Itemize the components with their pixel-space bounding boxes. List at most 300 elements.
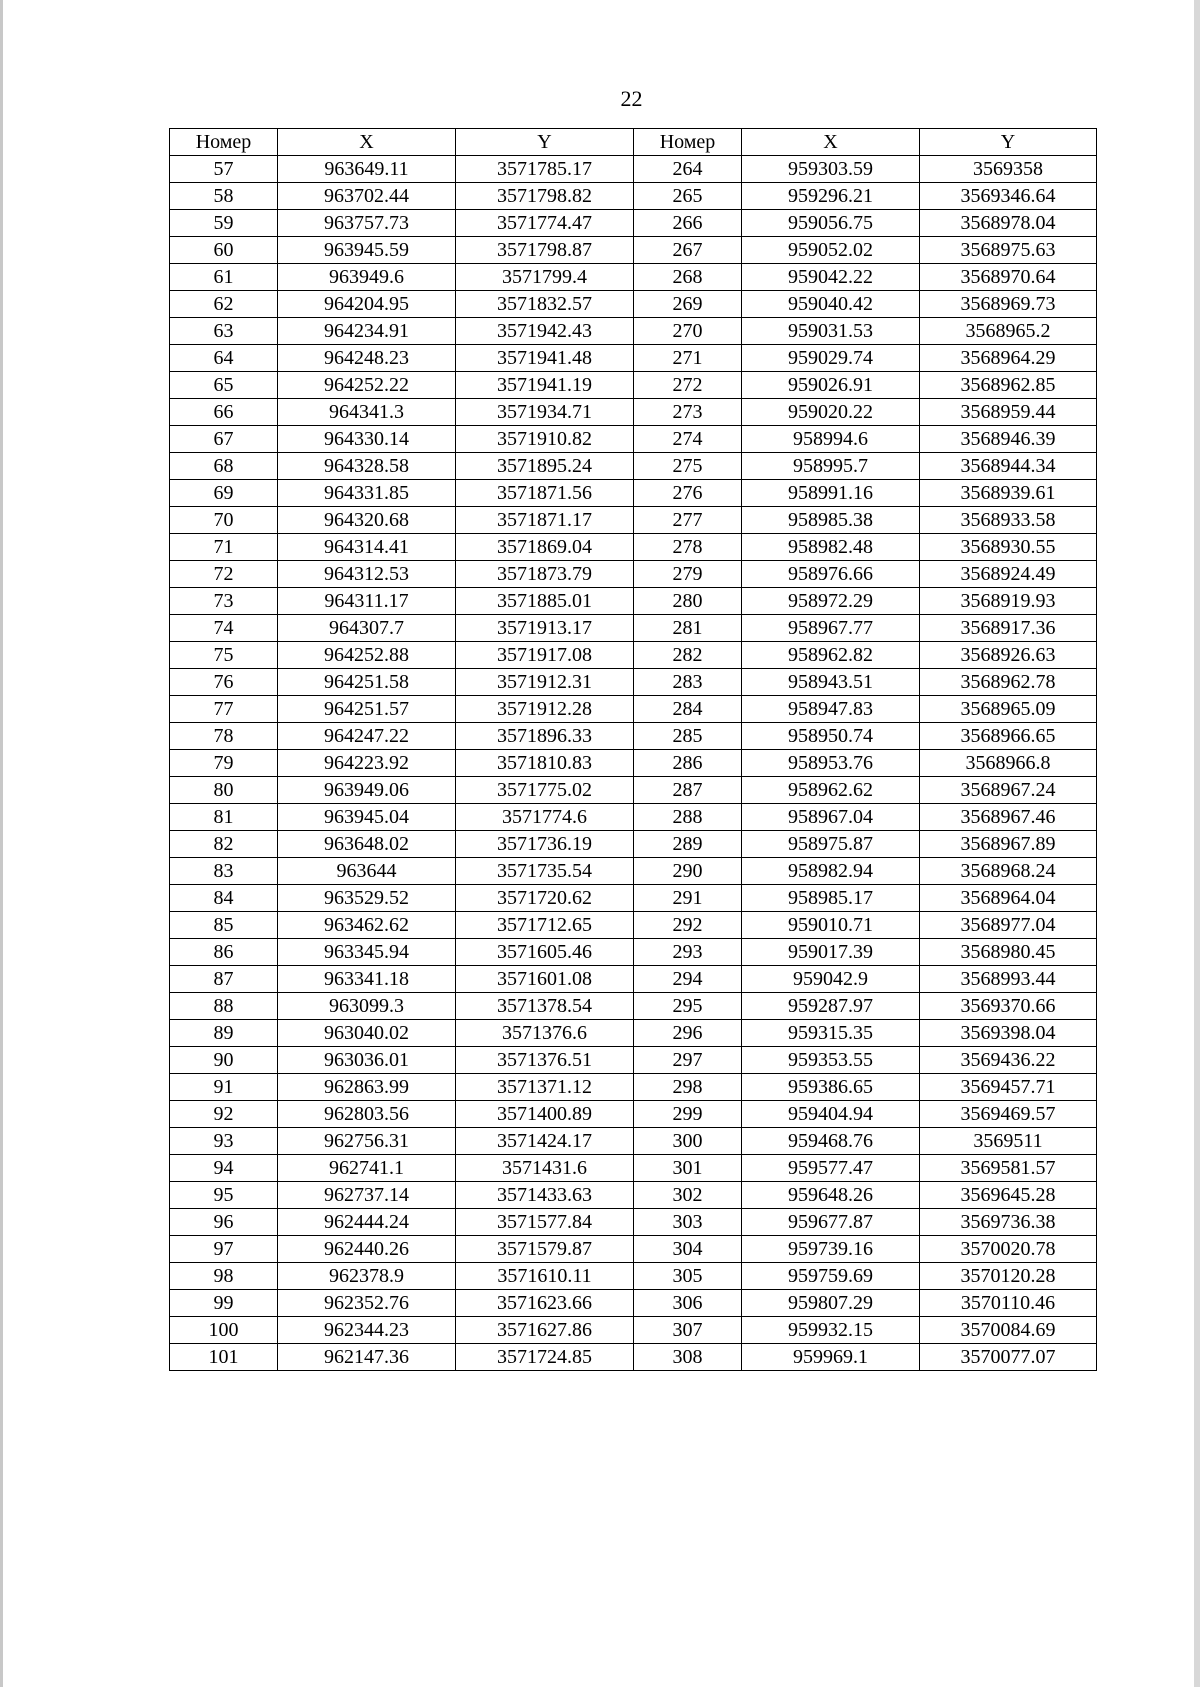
cell-number-right: 299 (634, 1101, 742, 1128)
cell-number-right: 308 (634, 1344, 742, 1371)
cell-number-left: 89 (170, 1020, 278, 1047)
cell-number-left: 98 (170, 1263, 278, 1290)
cell-number-right: 300 (634, 1128, 742, 1155)
table-row (170, 183, 1097, 210)
cell-x-right: 958947.83 (742, 696, 920, 723)
cell-number-right: 279 (634, 561, 742, 588)
cell-number-left: 69 (170, 480, 278, 507)
cell-x-right: 959315.35 (742, 1020, 920, 1047)
cell-x-right: 958985.38 (742, 507, 920, 534)
cell-number-right: 274 (634, 426, 742, 453)
cell-number-left: 57 (170, 156, 278, 183)
cell-number-left: 68 (170, 453, 278, 480)
cell-number-left: 79 (170, 750, 278, 777)
cell-x-right: 959042.22 (742, 264, 920, 291)
cell-x-left: 963341.18 (278, 966, 456, 993)
cell-number-right: 282 (634, 642, 742, 669)
cell-y-left: 3571871.17 (456, 507, 634, 534)
cell-y-left: 3571871.56 (456, 480, 634, 507)
cell-x-left: 964234.91 (278, 318, 456, 345)
cell-x-right: 959386.65 (742, 1074, 920, 1101)
cell-x-left: 962378.9 (278, 1263, 456, 1290)
table-row (170, 318, 1097, 345)
cell-number-right: 292 (634, 912, 742, 939)
cell-number-right: 288 (634, 804, 742, 831)
cell-x-left: 963949.6 (278, 264, 456, 291)
cell-y-left: 3571371.12 (456, 1074, 634, 1101)
cell-x-right: 959287.97 (742, 993, 920, 1020)
cell-y-right: 3568933.58 (920, 507, 1097, 534)
cell-x-right: 959353.55 (742, 1047, 920, 1074)
cell-number-right: 268 (634, 264, 742, 291)
cell-x-left: 963462.62 (278, 912, 456, 939)
table-row (170, 1155, 1097, 1182)
header-number-right: Номер (634, 129, 742, 156)
cell-x-right: 959677.87 (742, 1209, 920, 1236)
cell-number-right: 307 (634, 1317, 742, 1344)
cell-y-left: 3571735.54 (456, 858, 634, 885)
cell-x-left: 964331.85 (278, 480, 456, 507)
cell-y-right: 3569358 (920, 156, 1097, 183)
cell-y-left: 3571376.6 (456, 1020, 634, 1047)
cell-number-left: 88 (170, 993, 278, 1020)
cell-x-right: 958976.66 (742, 561, 920, 588)
table-row (170, 642, 1097, 669)
cell-number-left: 60 (170, 237, 278, 264)
cell-number-left: 58 (170, 183, 278, 210)
table-row (170, 912, 1097, 939)
table-row (170, 1128, 1097, 1155)
table-row (170, 507, 1097, 534)
cell-y-right: 3568964.29 (920, 345, 1097, 372)
cell-y-left: 3571942.43 (456, 318, 634, 345)
cell-y-right: 3568962.78 (920, 669, 1097, 696)
cell-number-left: 83 (170, 858, 278, 885)
cell-y-left: 3571774.47 (456, 210, 634, 237)
cell-y-left: 3571917.08 (456, 642, 634, 669)
cell-number-right: 298 (634, 1074, 742, 1101)
cell-x-left: 963702.44 (278, 183, 456, 210)
cell-number-left: 99 (170, 1290, 278, 1317)
cell-y-right: 3569736.38 (920, 1209, 1097, 1236)
cell-x-left: 963949.06 (278, 777, 456, 804)
cell-y-left: 3571720.62 (456, 885, 634, 912)
cell-y-left: 3571579.87 (456, 1236, 634, 1263)
cell-y-right: 3568966.8 (920, 750, 1097, 777)
cell-y-left: 3571400.89 (456, 1101, 634, 1128)
table-row (170, 804, 1097, 831)
cell-y-right: 3568966.65 (920, 723, 1097, 750)
cell-number-left: 81 (170, 804, 278, 831)
cell-number-left: 73 (170, 588, 278, 615)
cell-y-left: 3571623.66 (456, 1290, 634, 1317)
table-row (170, 453, 1097, 480)
cell-y-left: 3571912.28 (456, 696, 634, 723)
cell-y-right: 3570084.69 (920, 1317, 1097, 1344)
cell-number-right: 273 (634, 399, 742, 426)
table-row (170, 750, 1097, 777)
table-row (170, 885, 1097, 912)
cell-y-left: 3571433.63 (456, 1182, 634, 1209)
table-row (170, 534, 1097, 561)
cell-number-right: 280 (634, 588, 742, 615)
table-row (170, 939, 1097, 966)
cell-number-right: 287 (634, 777, 742, 804)
table-row (170, 993, 1097, 1020)
cell-x-right: 958972.29 (742, 588, 920, 615)
cell-x-left: 963644 (278, 858, 456, 885)
cell-number-left: 76 (170, 669, 278, 696)
cell-number-right: 265 (634, 183, 742, 210)
cell-number-right: 286 (634, 750, 742, 777)
cell-x-right: 959017.39 (742, 939, 920, 966)
cell-number-left: 80 (170, 777, 278, 804)
cell-number-right: 289 (634, 831, 742, 858)
cell-y-right: 3569511 (920, 1128, 1097, 1155)
cell-number-right: 295 (634, 993, 742, 1020)
cell-y-right: 3569457.71 (920, 1074, 1097, 1101)
cell-x-right: 958950.74 (742, 723, 920, 750)
cell-x-right: 958982.94 (742, 858, 920, 885)
cell-number-left: 86 (170, 939, 278, 966)
cell-number-left: 87 (170, 966, 278, 993)
scan-edge-left (0, 0, 3, 1687)
cell-number-right: 283 (634, 669, 742, 696)
cell-x-left: 962741.1 (278, 1155, 456, 1182)
table-row (170, 831, 1097, 858)
cell-x-right: 959577.47 (742, 1155, 920, 1182)
table-row (170, 1236, 1097, 1263)
table-row (170, 777, 1097, 804)
cell-number-left: 78 (170, 723, 278, 750)
cell-x-right: 959029.74 (742, 345, 920, 372)
coordinates-table (169, 128, 1097, 1371)
cell-number-right: 276 (634, 480, 742, 507)
page-number: 22 (620, 86, 643, 111)
cell-y-right: 3568967.46 (920, 804, 1097, 831)
cell-number-right: 301 (634, 1155, 742, 1182)
cell-number-left: 90 (170, 1047, 278, 1074)
cell-number-right: 271 (634, 345, 742, 372)
table-row (170, 264, 1097, 291)
cell-x-right: 959031.53 (742, 318, 920, 345)
cell-y-right: 3568969.73 (920, 291, 1097, 318)
cell-y-left: 3571895.24 (456, 453, 634, 480)
cell-y-left: 3571799.4 (456, 264, 634, 291)
cell-number-right: 272 (634, 372, 742, 399)
cell-y-left: 3571913.17 (456, 615, 634, 642)
cell-y-left: 3571376.51 (456, 1047, 634, 1074)
table-row (170, 480, 1097, 507)
table-row (170, 561, 1097, 588)
cell-y-right: 3569645.28 (920, 1182, 1097, 1209)
header-number-left: Номер (170, 129, 278, 156)
cell-x-left: 964341.3 (278, 399, 456, 426)
cell-y-right: 3569581.57 (920, 1155, 1097, 1182)
cell-x-left: 962444.24 (278, 1209, 456, 1236)
cell-x-left: 964252.88 (278, 642, 456, 669)
table-row (170, 1290, 1097, 1317)
cell-number-left: 72 (170, 561, 278, 588)
table-row (170, 399, 1097, 426)
table-header (170, 129, 1097, 156)
table-row (170, 966, 1097, 993)
cell-x-left: 963099.3 (278, 993, 456, 1020)
cell-y-right: 3568946.39 (920, 426, 1097, 453)
cell-x-right: 959759.69 (742, 1263, 920, 1290)
cell-x-right: 959296.21 (742, 183, 920, 210)
cell-x-left: 962803.56 (278, 1101, 456, 1128)
cell-x-right: 958967.77 (742, 615, 920, 642)
cell-x-left: 964314.41 (278, 534, 456, 561)
cell-y-right: 3568965.09 (920, 696, 1097, 723)
cell-y-left: 3571798.82 (456, 183, 634, 210)
cell-number-left: 66 (170, 399, 278, 426)
cell-y-right: 3569469.57 (920, 1101, 1097, 1128)
cell-number-left: 74 (170, 615, 278, 642)
cell-number-right: 266 (634, 210, 742, 237)
cell-x-left: 962440.26 (278, 1236, 456, 1263)
cell-x-left: 964252.22 (278, 372, 456, 399)
cell-x-left: 963945.04 (278, 804, 456, 831)
cell-x-left: 964312.53 (278, 561, 456, 588)
cell-y-right: 3569346.64 (920, 183, 1097, 210)
cell-y-right: 3568964.04 (920, 885, 1097, 912)
cell-y-right: 3568968.24 (920, 858, 1097, 885)
cell-y-left: 3571869.04 (456, 534, 634, 561)
cell-number-right: 267 (634, 237, 742, 264)
table-row (170, 1317, 1097, 1344)
cell-x-right: 959020.22 (742, 399, 920, 426)
table-row (170, 1182, 1097, 1209)
cell-y-right: 3568970.64 (920, 264, 1097, 291)
cell-number-right: 294 (634, 966, 742, 993)
cell-y-left: 3571431.6 (456, 1155, 634, 1182)
table-row (170, 1047, 1097, 1074)
cell-number-right: 302 (634, 1182, 742, 1209)
cell-number-left: 100 (170, 1317, 278, 1344)
cell-number-right: 277 (634, 507, 742, 534)
cell-x-left: 963345.94 (278, 939, 456, 966)
cell-x-left: 962344.23 (278, 1317, 456, 1344)
cell-y-left: 3571712.65 (456, 912, 634, 939)
cell-x-left: 964311.17 (278, 588, 456, 615)
cell-x-right: 959404.94 (742, 1101, 920, 1128)
table-row (170, 615, 1097, 642)
table-row (170, 1101, 1097, 1128)
cell-number-right: 264 (634, 156, 742, 183)
cell-y-left: 3571896.33 (456, 723, 634, 750)
cell-number-left: 65 (170, 372, 278, 399)
cell-x-right: 959648.26 (742, 1182, 920, 1209)
cell-number-left: 82 (170, 831, 278, 858)
cell-number-right: 281 (634, 615, 742, 642)
cell-x-right: 958994.6 (742, 426, 920, 453)
cell-y-right: 3568939.61 (920, 480, 1097, 507)
table-row (170, 1074, 1097, 1101)
cell-y-left: 3571577.84 (456, 1209, 634, 1236)
table-body (170, 156, 1097, 1371)
table-row (170, 858, 1097, 885)
cell-number-right: 269 (634, 291, 742, 318)
cell-number-right: 285 (634, 723, 742, 750)
table-row (170, 426, 1097, 453)
cell-x-left: 964247.22 (278, 723, 456, 750)
cell-y-right: 3569398.04 (920, 1020, 1097, 1047)
table-row (170, 1344, 1097, 1371)
cell-y-left: 3571885.01 (456, 588, 634, 615)
cell-number-left: 71 (170, 534, 278, 561)
cell-x-right: 958985.17 (742, 885, 920, 912)
cell-x-right: 959056.75 (742, 210, 920, 237)
cell-x-left: 964251.57 (278, 696, 456, 723)
header-x-right: X (742, 129, 920, 156)
cell-y-left: 3571785.17 (456, 156, 634, 183)
cell-y-right: 3568980.45 (920, 939, 1097, 966)
cell-y-right: 3568975.63 (920, 237, 1097, 264)
cell-number-left: 75 (170, 642, 278, 669)
cell-y-right: 3568919.93 (920, 588, 1097, 615)
cell-y-right: 3570077.07 (920, 1344, 1097, 1371)
cell-number-right: 293 (634, 939, 742, 966)
cell-x-right: 958975.87 (742, 831, 920, 858)
cell-x-left: 964307.7 (278, 615, 456, 642)
table-row (170, 156, 1097, 183)
cell-x-left: 963945.59 (278, 237, 456, 264)
table-row (170, 210, 1097, 237)
cell-number-left: 63 (170, 318, 278, 345)
cell-y-left: 3571736.19 (456, 831, 634, 858)
cell-x-right: 959303.59 (742, 156, 920, 183)
cell-number-right: 297 (634, 1047, 742, 1074)
table-row (170, 1020, 1097, 1047)
cell-x-right: 958967.04 (742, 804, 920, 831)
cell-number-left: 77 (170, 696, 278, 723)
cell-y-left: 3571873.79 (456, 561, 634, 588)
cell-y-left: 3571610.11 (456, 1263, 634, 1290)
cell-x-right: 958943.51 (742, 669, 920, 696)
cell-y-left: 3571724.85 (456, 1344, 634, 1371)
cell-y-left: 3571810.83 (456, 750, 634, 777)
cell-x-left: 964223.92 (278, 750, 456, 777)
cell-x-left: 962863.99 (278, 1074, 456, 1101)
cell-y-right: 3568944.34 (920, 453, 1097, 480)
cell-y-right: 3568926.63 (920, 642, 1097, 669)
cell-x-right: 959010.71 (742, 912, 920, 939)
scan-edge-right (1194, 0, 1200, 1687)
cell-x-left: 963040.02 (278, 1020, 456, 1047)
cell-x-right: 959026.91 (742, 372, 920, 399)
cell-y-right: 3568924.49 (920, 561, 1097, 588)
table-row (170, 696, 1097, 723)
cell-x-right: 959052.02 (742, 237, 920, 264)
cell-y-right: 3568977.04 (920, 912, 1097, 939)
cell-y-right: 3570020.78 (920, 1236, 1097, 1263)
cell-number-left: 97 (170, 1236, 278, 1263)
cell-number-left: 59 (170, 210, 278, 237)
cell-y-right: 3568962.85 (920, 372, 1097, 399)
cell-x-right: 959468.76 (742, 1128, 920, 1155)
cell-x-right: 959739.16 (742, 1236, 920, 1263)
cell-number-left: 61 (170, 264, 278, 291)
cell-number-left: 93 (170, 1128, 278, 1155)
cell-number-right: 291 (634, 885, 742, 912)
cell-x-left: 963648.02 (278, 831, 456, 858)
cell-x-right: 958995.7 (742, 453, 920, 480)
header-row (170, 129, 1097, 156)
cell-number-right: 290 (634, 858, 742, 885)
cell-y-right: 3568965.2 (920, 318, 1097, 345)
cell-number-right: 275 (634, 453, 742, 480)
cell-x-left: 964320.68 (278, 507, 456, 534)
cell-number-right: 303 (634, 1209, 742, 1236)
header-y-left: Y (456, 129, 634, 156)
table-row (170, 669, 1097, 696)
cell-y-left: 3571798.87 (456, 237, 634, 264)
cell-y-right: 3569436.22 (920, 1047, 1097, 1074)
cell-number-left: 94 (170, 1155, 278, 1182)
cell-x-right: 959042.9 (742, 966, 920, 993)
cell-y-left: 3571934.71 (456, 399, 634, 426)
cell-x-right: 959969.1 (742, 1344, 920, 1371)
cell-y-right: 3568959.44 (920, 399, 1097, 426)
cell-number-right: 296 (634, 1020, 742, 1047)
cell-number-left: 64 (170, 345, 278, 372)
cell-number-left: 67 (170, 426, 278, 453)
cell-y-left: 3571424.17 (456, 1128, 634, 1155)
cell-number-right: 306 (634, 1290, 742, 1317)
cell-y-right: 3568993.44 (920, 966, 1097, 993)
table-row (170, 1263, 1097, 1290)
cell-y-left: 3571832.57 (456, 291, 634, 318)
cell-y-left: 3571941.19 (456, 372, 634, 399)
cell-x-left: 964330.14 (278, 426, 456, 453)
cell-y-left: 3571605.46 (456, 939, 634, 966)
cell-y-left: 3571627.86 (456, 1317, 634, 1344)
header-y-right: Y (920, 129, 1097, 156)
cell-y-left: 3571910.82 (456, 426, 634, 453)
cell-number-left: 96 (170, 1209, 278, 1236)
cell-y-right: 3568967.24 (920, 777, 1097, 804)
cell-x-left: 962737.14 (278, 1182, 456, 1209)
cell-x-left: 962756.31 (278, 1128, 456, 1155)
table-row (170, 291, 1097, 318)
cell-x-left: 963529.52 (278, 885, 456, 912)
cell-number-left: 95 (170, 1182, 278, 1209)
header-x-left: X (278, 129, 456, 156)
cell-y-left: 3571775.02 (456, 777, 634, 804)
cell-x-right: 958953.76 (742, 750, 920, 777)
cell-number-left: 91 (170, 1074, 278, 1101)
cell-number-left: 84 (170, 885, 278, 912)
table-row (170, 372, 1097, 399)
cell-number-right: 278 (634, 534, 742, 561)
cell-y-right: 3568930.55 (920, 534, 1097, 561)
cell-y-left: 3571601.08 (456, 966, 634, 993)
cell-y-left: 3571912.31 (456, 669, 634, 696)
cell-x-left: 962352.76 (278, 1290, 456, 1317)
cell-x-left: 964204.95 (278, 291, 456, 318)
table-row (170, 588, 1097, 615)
cell-y-right: 3570120.28 (920, 1263, 1097, 1290)
cell-number-left: 85 (170, 912, 278, 939)
cell-x-left: 964251.58 (278, 669, 456, 696)
cell-number-left: 70 (170, 507, 278, 534)
cell-y-right: 3570110.46 (920, 1290, 1097, 1317)
cell-x-right: 958982.48 (742, 534, 920, 561)
cell-y-left: 3571941.48 (456, 345, 634, 372)
cell-number-right: 304 (634, 1236, 742, 1263)
